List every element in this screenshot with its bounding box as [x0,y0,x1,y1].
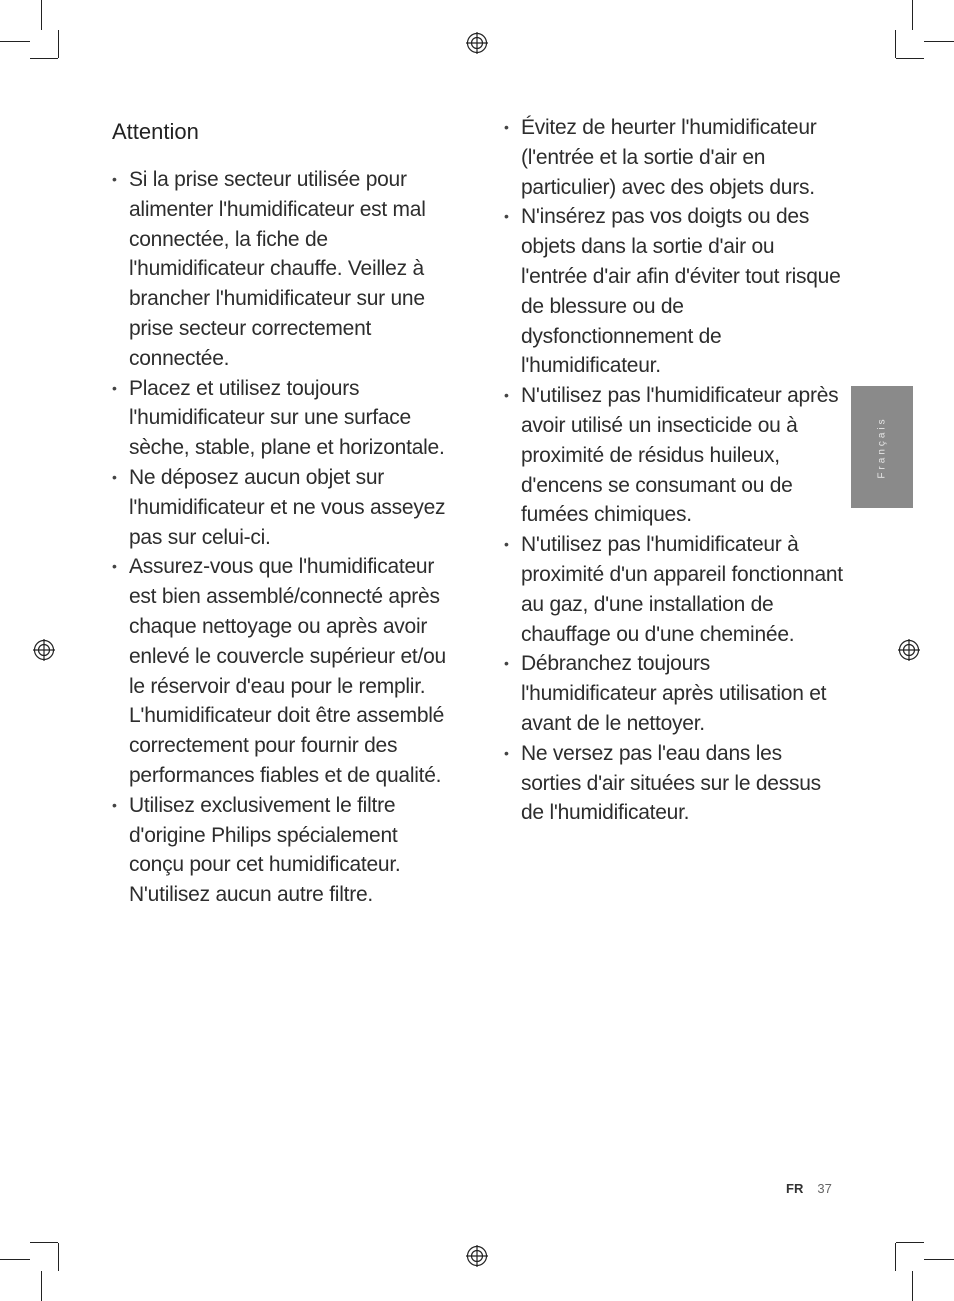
left-column [112,113,457,910]
crop-mark-icon [41,0,42,30]
list-item: • Assurez-vous que l'humidificateur est bien assemblé/connecté après chaque nettoyage ou après avoir enlevé le couvercle supérieur et/ou le réservoir d'eau pour le remplir. L'humidificateur doit être assemblé correctement pour fournir des performances fiables et de qualité. [112,552,457,790]
language-side-tab [851,386,913,508]
section-heading: Attention [112,119,199,144]
crop-mark-icon [896,58,924,59]
list-item: • Si la prise secteur utilisée pour alimenter l'humidificateur est mal connectée, la fiche de l'humidificateur chauffe. Veillez à brancher l'humidificateur sur une prise secteur correctement connectée. [112,165,457,374]
crop-mark-icon [924,1259,954,1260]
list-item: • N'utilisez pas l'humidificateur à proximité d'un appareil fonctionnant au gaz, d'une installation de chauffage ou d'une cheminée. [504,530,844,649]
crop-mark-icon [58,30,59,58]
list-item: • Ne versez pas l'eau dans les sorties d'air situées sur le dessus de l'humidificateur. [504,739,844,828]
right-column [504,113,844,828]
list-item: • Placez et utilisez toujours l'humidificateur sur une surface sèche, stable, plane et horizontale. [112,374,457,463]
list-item: • Ne déposez aucun objet sur l'humidificateur et ne vous asseyez pas sur celui-ci. [112,463,457,552]
crop-mark-icon [30,1242,58,1243]
crop-mark-icon [896,1242,924,1243]
registration-mark-icon [466,1245,488,1267]
crop-mark-icon [30,58,58,59]
crop-mark-icon [0,41,30,42]
list-item: • Utilisez exclusivement le filtre d'origine Philips spécialement conçu pour cet humidificateur. N'utilisez aucun autre filtre. [112,791,457,910]
list-item: • N'utilisez pas l'humidificateur après avoir utilisé un insecticide ou à proximité de résidus huileux, d'encens se consumant ou de fumées chimiques. [504,381,844,530]
page-number: 37 [817,1181,832,1196]
list-item: • Débranchez toujours l'humidificateur après utilisation et avant de le nettoyer. [504,649,844,738]
crop-mark-icon [41,1271,42,1301]
registration-mark-icon [466,32,488,54]
list-item: • N'insérez pas vos doigts ou des objets dans la sortie d'air ou l'entrée d'air afin d'éviter tout risque de blessure ou de dysfonctionnement de l'humidificateur. [504,202,844,381]
crop-mark-icon [0,1259,30,1260]
crop-mark-icon [924,41,954,42]
crop-mark-icon [58,1243,59,1271]
crop-mark-icon [895,1243,896,1271]
attention-list [112,165,457,910]
crop-mark-icon [912,0,913,30]
attention-list-continued [504,113,844,828]
registration-mark-icon [33,639,55,661]
crop-mark-icon [912,1271,913,1301]
crop-mark-icon [895,30,896,58]
list-item: • Évitez de heurter l'humidificateur (l'entrée et la sortie d'air en particulier) avec des objets durs. [504,113,844,202]
registration-mark-icon [898,639,920,661]
page-footer [786,1181,832,1196]
language-code: FR [786,1181,804,1196]
language-tab-label: Français [876,415,888,479]
